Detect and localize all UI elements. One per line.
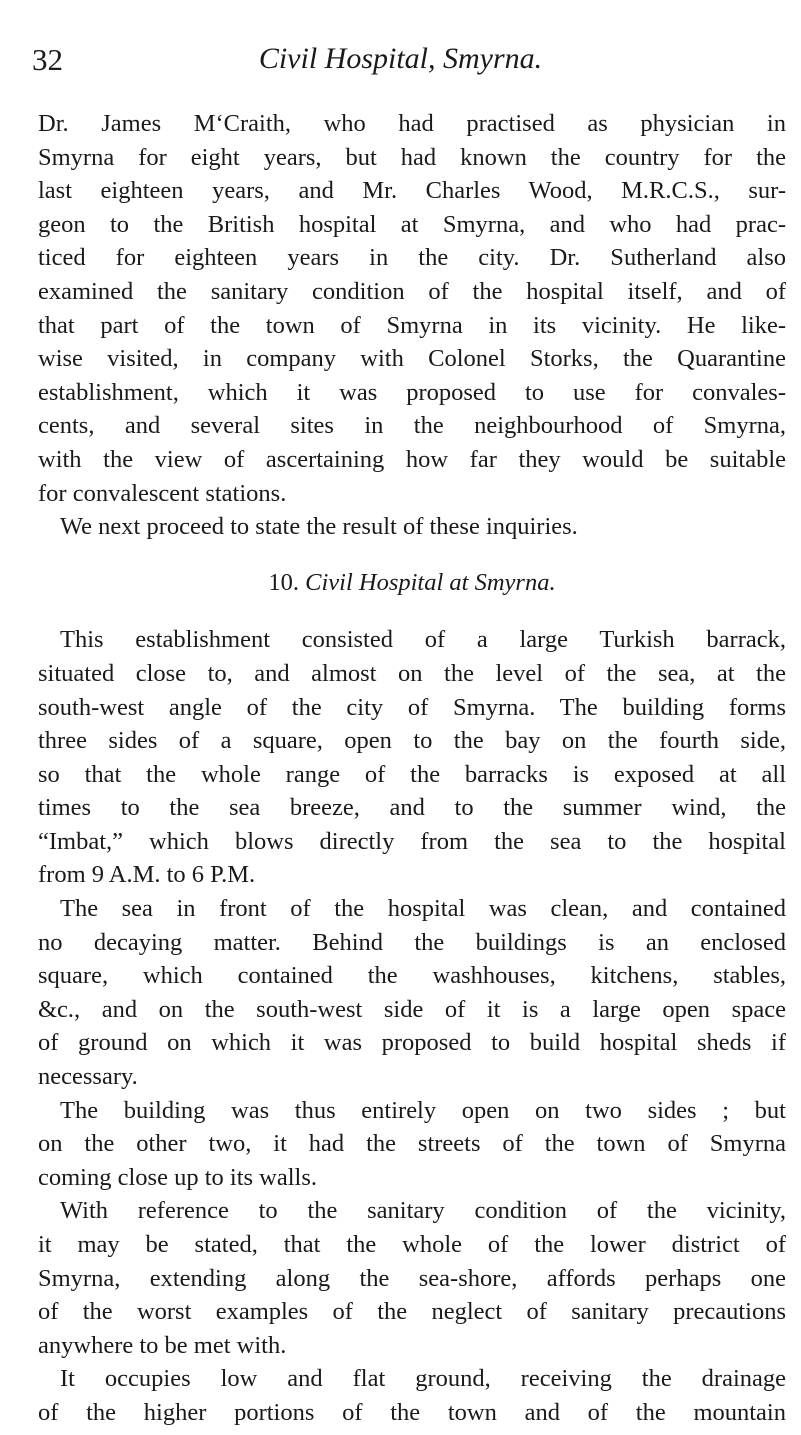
text-line: Dr. James M‘Craith, who had practised as physician in [38,110,786,137]
text-line: necessary. [38,1063,138,1091]
text-line: cents, and several sites in the neighbourhood of Smyrna, [38,412,786,440]
text-line: geon to the British hospital at Smyrna, and who had prac- [38,210,786,238]
paragraph-3 [38,623,786,892]
text-line: establishment, which it was proposed to use for convales- [38,378,786,406]
page-body [38,107,786,1430]
text-line: for convalescent stations. [38,479,287,507]
text-line: The sea in front of the hospital was clean, and contained [60,895,786,923]
page-header [0,42,801,92]
text-line: with the view of ascertaining how far they would be suitable [38,445,786,473]
section-number: 10. [268,568,300,596]
text-line: wise visited, in company with Colonel Storks, the Quarantine [38,345,786,373]
text-line: “Imbat,” which blows directly from the sea to the hospital [38,827,786,855]
text-line: It occupies low and flat ground, receiving the drainage [60,1365,786,1393]
text-line: last eighteen years, and Mr. Charles Wood, M.R.C.S., sur- [38,177,786,205]
paragraph-6 [38,1194,786,1362]
text-line: situated close to, and almost on the level of the sea, at the [38,659,786,687]
text-line: three sides of a square, open to the bay on the fourth side, [38,727,786,755]
paragraph-7 [38,1362,786,1429]
text-line: This establishment consisted of a large Turkish barrack, [60,626,786,654]
text-line: coming close up to its walls. [38,1163,317,1191]
paragraph-2 [38,510,786,544]
text-line: The building was thus entirely open on two sides ; but [60,1096,786,1124]
section-heading [38,566,786,600]
text-line: from 9 A.M. to 6 P.M. [38,861,256,889]
text-line: of ground on which it was proposed to build hospital sheds if [38,1029,786,1057]
text-line: ticed for eighteen years in the city. Dr. Sutherland also [38,244,786,272]
text-line: of the higher portions of the town and of the mountain [38,1398,786,1426]
text-line: square, which contained the washhouses, kitchens, stables, [38,962,786,990]
text-line: so that the whole range of the barracks is exposed at all [38,760,786,788]
text-line: that part of the town of Smyrna in its vicinity. He like- [38,311,786,339]
text-line: times to the sea breeze, and to the summer wind, the [38,794,786,822]
text-line: examined the sanitary condition of the hospital itself, and of [38,277,786,305]
text-line: We next proceed to state the result of these inquiries. [60,513,578,541]
paragraph-5 [38,1094,786,1195]
text-line: no decaying matter. Behind the buildings is an enclosed [38,928,786,956]
paragraph-1 [38,107,786,510]
text-line: With reference to the sanitary condition of the vicinity, [60,1197,786,1225]
text-line: anywhere to be met with. [38,1331,287,1359]
text-line: it may be stated, that the whole of the lower district of [38,1231,786,1258]
running-title: Civil Hospital, Smyrna. [258,42,543,75]
text-line: Smyrna for eight years, but had known the country for the [38,143,786,171]
paragraph-4 [38,892,786,1094]
text-line: on the other two, it had the streets of the town of Smyrna [38,1130,786,1158]
text-line: south-west angle of the city of Smyrna. The building forms [38,693,786,721]
text-line: &c., and on the south-west side of it is a large open space [38,995,786,1023]
page-number: 32 [32,42,63,77]
text-line: of the worst examples of the neglect of sanitary precautions [38,1298,786,1326]
section-title: Civil Hospital at Smyrna. [305,568,556,596]
text-line: Smyrna, extending along the sea-shore, affords perhaps one [38,1264,786,1292]
